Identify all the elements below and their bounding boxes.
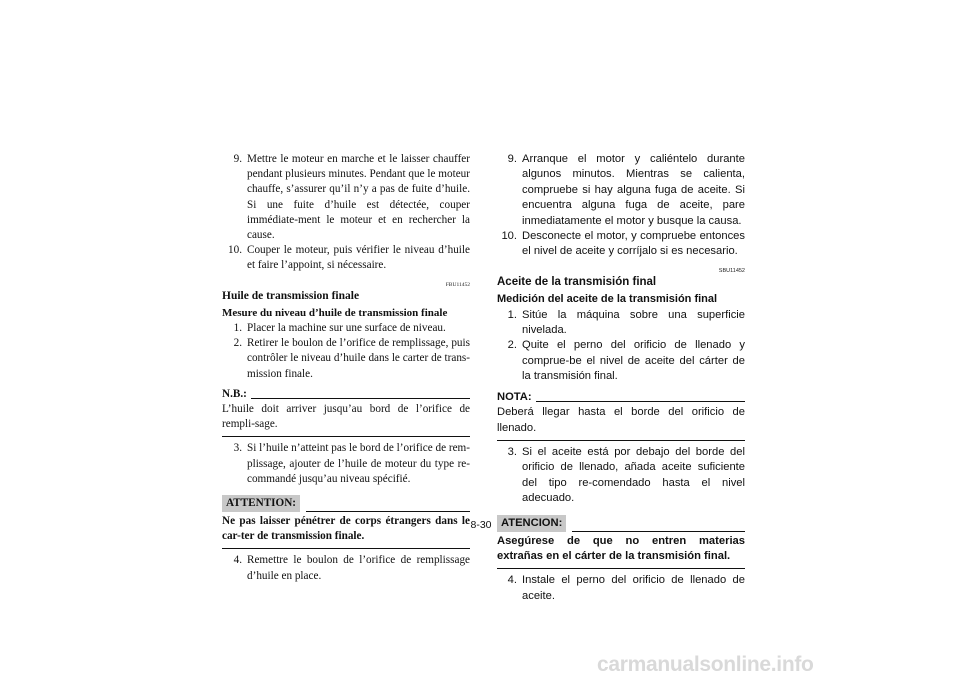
step-number: 9. [233,153,242,165]
substep-3 [497,445,745,507]
step-text: Placer la machine sur une surface de niveau. [247,322,446,335]
section-code: FBU11452 [445,281,470,288]
step-text: Desconecte el motor, y compruebe entonces el nivel de aceite y corríjalo si es necesario. [522,230,745,258]
note-header [222,387,470,402]
watermark[interactable]: carmanualsonline.info [597,653,814,676]
warning-rule [306,495,470,512]
section-heading: Huile de transmission finale [222,289,360,302]
step-number: 10. [228,244,242,257]
note-body: Deberá llegar hasta el borde del orificio de llenado. [497,406,745,434]
warning-body: Ne pas laisser pénétrer de corps étrangers dans le car-ter de transmission finale. [222,515,470,543]
section-subheading: Mesure du niveau d’huile de transmission finale [222,306,448,319]
section-heading: Aceite de la transmisión final [497,275,657,288]
warning-header [497,515,745,532]
step-number: 4. [507,574,517,587]
step-number: 4. [233,554,242,567]
step-text: Sitúe la máquina sobre una superficie nivelada. [522,308,745,337]
note-body: L’huile doit arriver jusqu’au bord de l’orifice de rempli-sage. [222,403,470,431]
note-rule [536,401,745,402]
note-divider [497,440,745,441]
step-number: 10. [501,230,517,243]
step-number: 3. [507,445,517,458]
step-text: Si el aceite está por debajo del borde del orificio de llenado, añada aceite suficiente del tipo re-comendado hasta el nivel adecuado. [522,445,745,505]
note-rule [251,398,470,399]
warning-divider [222,548,470,549]
note-header [497,390,745,405]
section-code: SBU11452 [718,267,745,274]
step-number: 1. [507,308,517,321]
substep-1 [497,308,745,339]
substep-4 [222,553,470,583]
substep-2 [222,336,470,382]
french-column [222,152,470,584]
warning-label: ATTENTION: [222,495,300,512]
step-number: 2. [507,339,517,352]
step-9 [222,152,470,243]
step-number: 9. [507,153,517,165]
step-text: Arranque el motor y caliéntelo durante algunos minutos. Mientras se calienta, compruebe si hay alguna fuga de aceite. Si encuentra alguna fuga de aceite, pare inmediatamente el motor y busque la causa. [522,153,745,227]
step-number: 3. [233,442,242,455]
step-text: Retirer le boulon de l’orifice de remplissage, puis contrôler le niveau d’huile dans le carter de trans-mission finale. [247,337,470,380]
substep-3 [222,441,470,487]
step-text: Couper le moteur, puis vérifier le niveau d’huile et faire l’appoint, si nécessaire. [247,244,470,272]
page-number: 8-30 [470,519,492,531]
step-text: Instale el perno del orificio de llenado de aceite. [522,574,745,602]
warning-label: ATENCION: [497,515,566,532]
substep-2 [497,338,745,384]
step-text: Mettre le moteur en marche et le laisser chauffer pendant plusieurs minutes. Pendant que le moteur chauffe, s’assurer qu’il n’y a pas de fuite d’huile. Si une fuite d’huile est détectée, couper immédiate-ment le moteur et en rechercher la cause. [247,153,470,242]
note-label: NOTA: [497,390,532,403]
warning-divider [497,568,745,569]
note-label: N.B.: [222,387,247,400]
section-subheading: Medición del aceite de la transmisión final [497,293,718,306]
substep-1 [222,321,470,336]
substep-4 [497,573,745,604]
note-divider [222,436,470,437]
spanish-column [497,152,745,604]
warning-body: Asegúrese de que no entren materias extrañas en el cárter de la transmisión final. [497,534,745,562]
step-number: 2. [233,337,242,350]
step-10 [497,229,745,260]
step-10 [222,243,470,273]
warning-header [222,495,470,512]
step-text: Quite el perno del orificio de llenado y comprue-be el nivel de aceite del cárter de la transmisión final. [522,339,745,383]
step-9 [497,152,745,229]
step-number: 1. [233,322,242,335]
step-text: Remettre le boulon de l’orifice de remplissage d’huile en place. [247,554,470,582]
warning-rule [572,515,745,532]
step-text: Si l’huile n’atteint pas le bord de l’orifice de rem-plissage, ajouter de l’huile de moteur du type re-commandé jusqu’au niveau spécifié. [247,442,470,485]
